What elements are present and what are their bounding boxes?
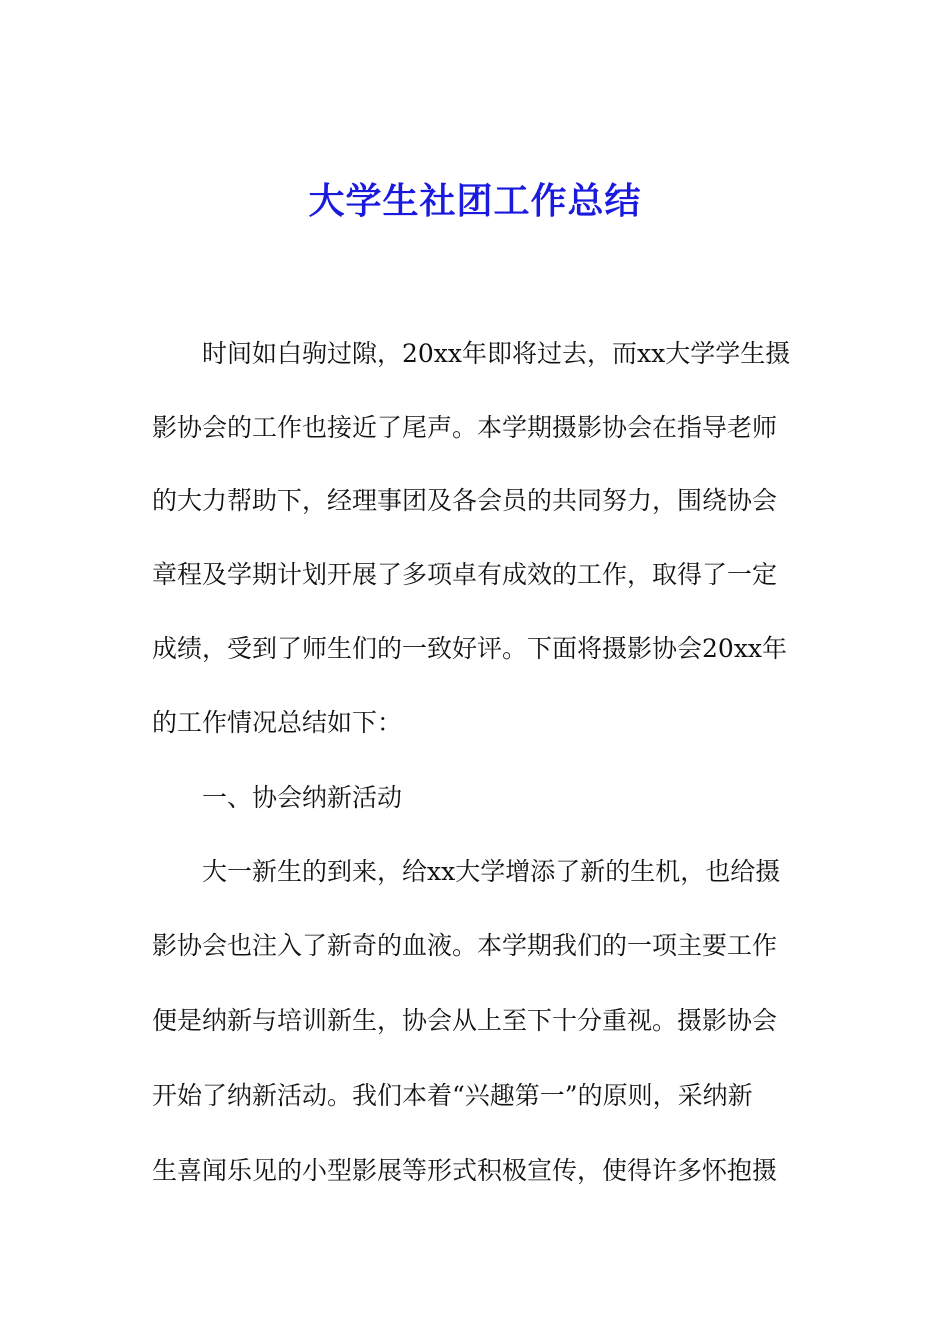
body-line: 的工作情况总结如下： — [152, 708, 403, 737]
body-line: 章程及学期计划开展了多项卓有成效的工作，取得了一定 — [152, 560, 778, 589]
body-line: 影协会的工作也接近了尾声。本学期摄影协会在指导老师 — [152, 413, 778, 442]
body-line: 的大力帮助下，经理事团及各会员的共同努力，围绕协会 — [152, 486, 778, 515]
section-heading: 一、协会纳新活动 — [202, 783, 403, 812]
body-line: 大一新生的到来，给xx大学增添了新的生机，也给摄 — [202, 857, 781, 886]
body-line: 时间如白驹过隙，20xx年即将过去，而xx大学学生摄 — [202, 339, 791, 368]
document-title: 大学生社团工作总结 — [308, 181, 642, 222]
body-line: 生喜闻乐见的小型影展等形式积极宣传，使得许多怀抱摄 — [152, 1156, 778, 1185]
body-line: 成绩，受到了师生们的一致好评。下面将摄影协会20xx年 — [152, 634, 788, 663]
body-line: 影协会也注入了新奇的血液。本学期我们的一项主要工作 — [152, 931, 778, 960]
body-line: 便是纳新与培训新生，协会从上至下十分重视。摄影协会 — [152, 1006, 778, 1035]
body-line: 开始了纳新活动。我们本着“兴趣第一”的原则，采纳新 — [152, 1081, 753, 1110]
